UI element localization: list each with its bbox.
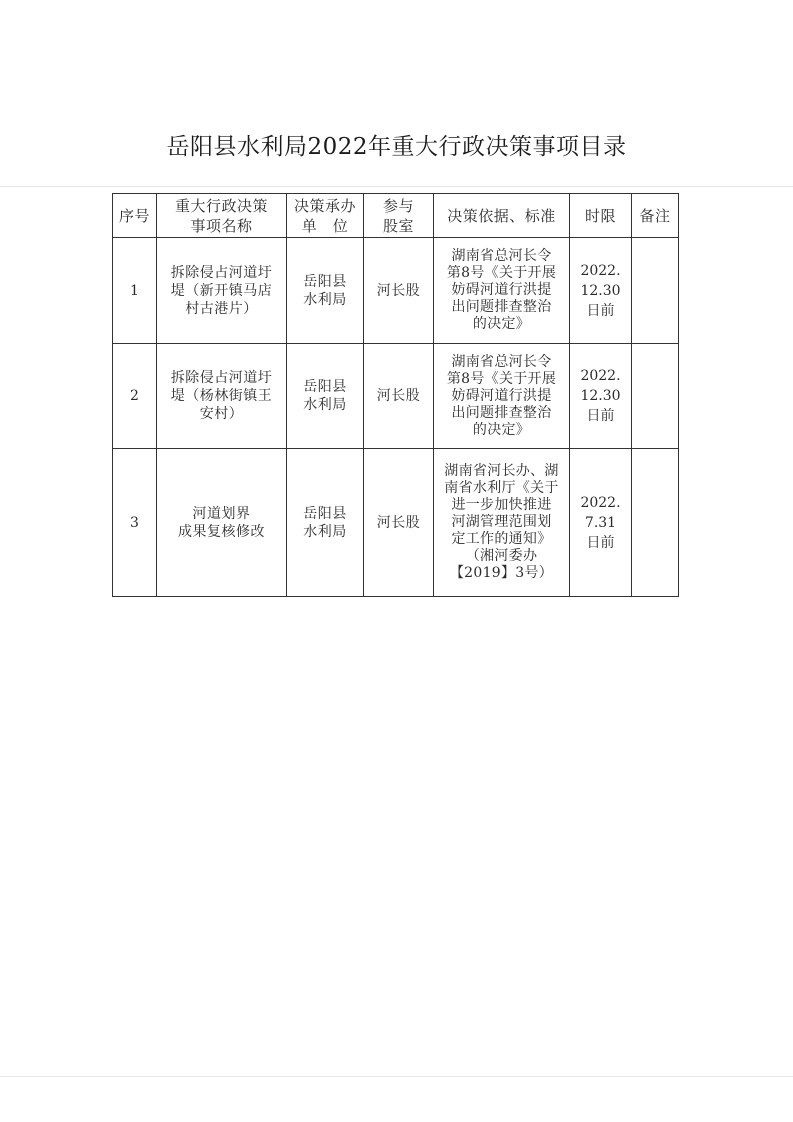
cell-note bbox=[632, 344, 679, 449]
table-row bbox=[113, 449, 679, 597]
header-name: 重大行政决策 事项名称 bbox=[157, 194, 287, 238]
cell-unit: 岳阳县 水利局 bbox=[287, 238, 364, 344]
cell-time: 2022. 7.31 日前 bbox=[570, 449, 632, 597]
cell-time: 2022. 12.30 日前 bbox=[570, 238, 632, 344]
header-seq: 序号 bbox=[113, 194, 157, 238]
scan-edge-line-bottom bbox=[0, 1076, 793, 1077]
cell-name: 拆除侵占河道圩 堤（杨林街镇王 安村） bbox=[157, 344, 287, 449]
cell-basis: 湖南省总河长令 第8号《关于开展 妨碍河道行洪提 出问题排查整治 的决定》 bbox=[434, 344, 570, 449]
table-row bbox=[113, 238, 679, 344]
cell-name: 拆除侵占河道圩 堤（新开镇马店 村古港片） bbox=[157, 238, 287, 344]
header-note: 备注 bbox=[632, 194, 679, 238]
scan-edge-line-top bbox=[0, 186, 793, 187]
cell-basis: 湖南省总河长令 第8号《关于开展 妨碍河道行洪提 出问题排查整治 的决定》 bbox=[434, 238, 570, 344]
cell-seq: 3 bbox=[113, 449, 157, 597]
cell-dept: 河长股 bbox=[364, 238, 434, 344]
cell-note bbox=[632, 449, 679, 597]
header-dept: 参与 股室 bbox=[364, 194, 434, 238]
header-time: 时限 bbox=[570, 194, 632, 238]
table-header-row bbox=[113, 194, 679, 238]
cell-seq: 1 bbox=[113, 238, 157, 344]
cell-dept: 河长股 bbox=[364, 344, 434, 449]
decision-items-table bbox=[112, 193, 679, 597]
header-unit: 决策承办 单 位 bbox=[287, 194, 364, 238]
cell-basis: 湖南省河长办、湖 南省水利厅《关于 进一步加快推进 河湖管理范围划 定工作的通知》 （湘河委办 【2019】3号） bbox=[434, 449, 570, 597]
document-title: 岳阳县水利局2022年重大行政决策事项目录 bbox=[166, 134, 627, 160]
cell-unit: 岳阳县 水利局 bbox=[287, 449, 364, 597]
cell-unit: 岳阳县 水利局 bbox=[287, 344, 364, 449]
cell-time: 2022. 12.30 日前 bbox=[570, 344, 632, 449]
header-basis: 决策依据、标准 bbox=[434, 194, 570, 238]
cell-note bbox=[632, 238, 679, 344]
table-row bbox=[113, 344, 679, 449]
cell-seq: 2 bbox=[113, 344, 157, 449]
cell-dept: 河长股 bbox=[364, 449, 434, 597]
cell-name: 河道划界 成果复核修改 bbox=[157, 449, 287, 597]
